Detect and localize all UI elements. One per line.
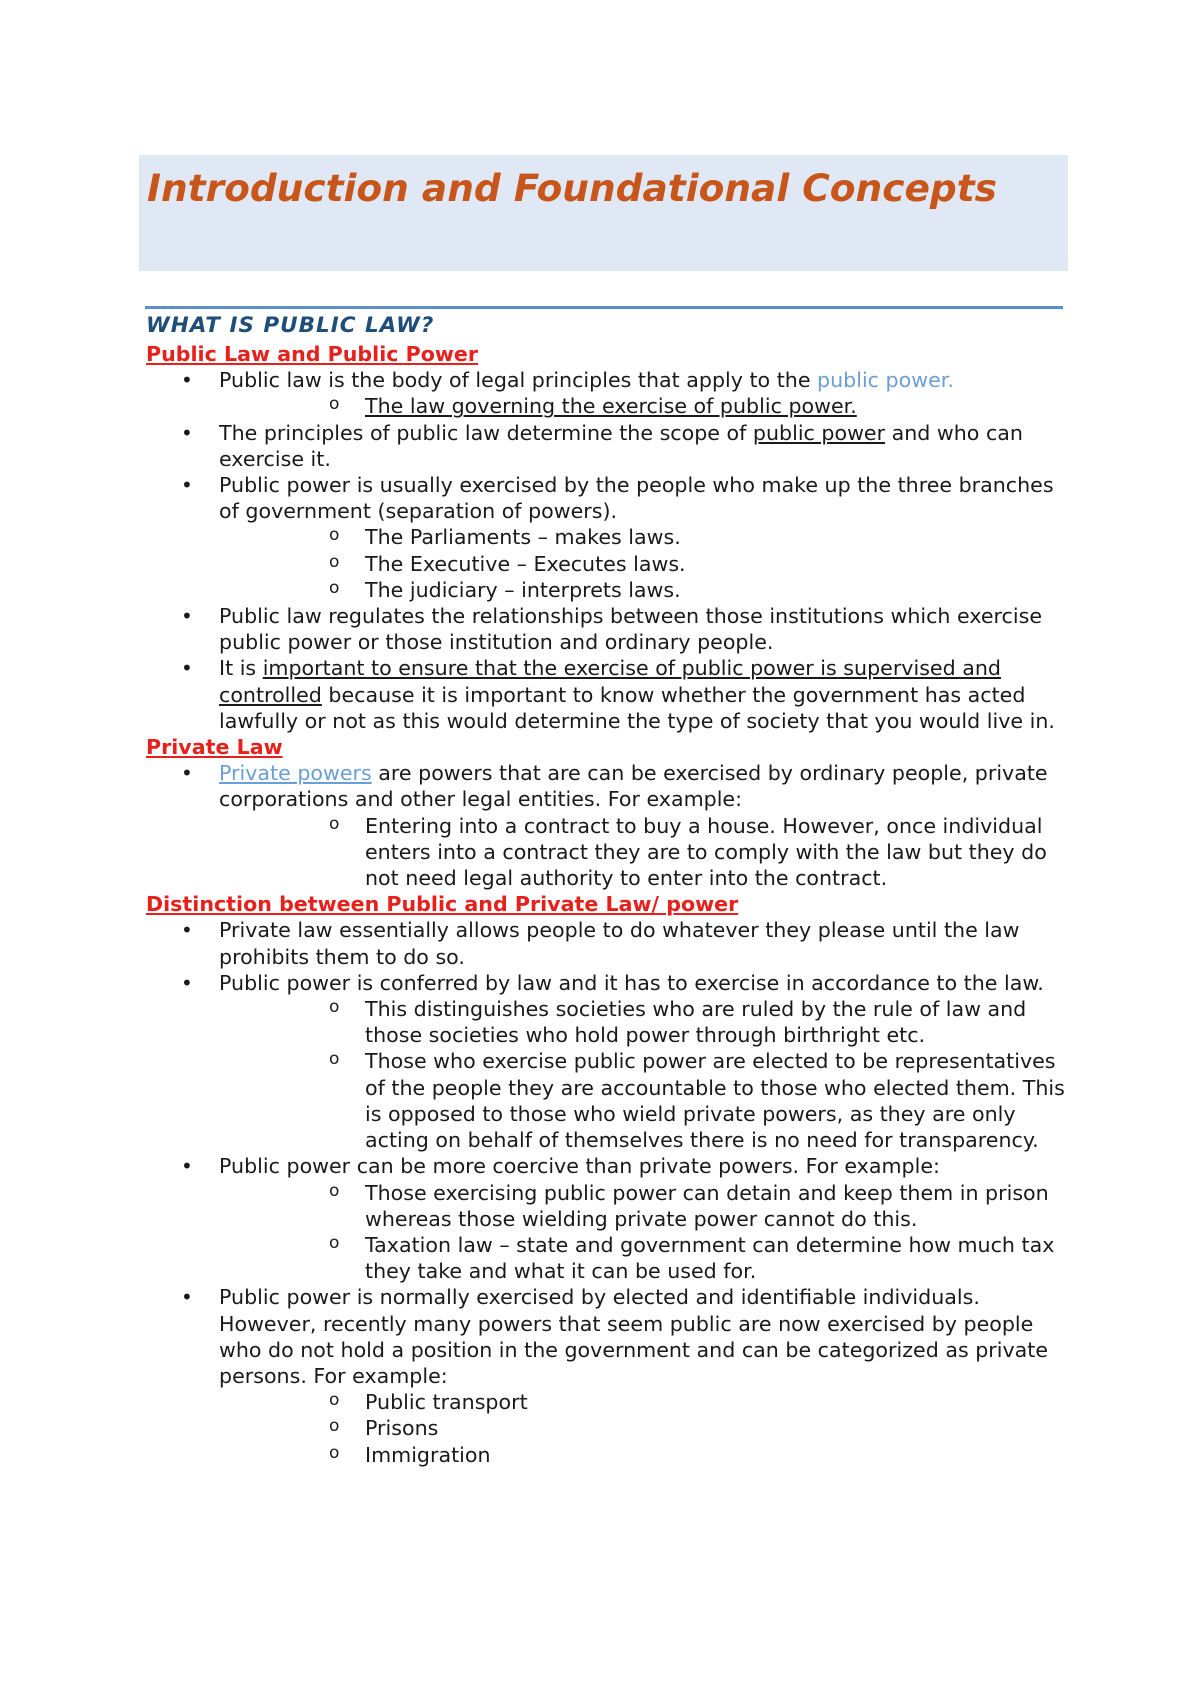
sub-list-item (219, 1048, 1076, 1153)
list-item (146, 655, 1076, 734)
sub-list-item-text: Immigration (365, 1442, 491, 1467)
document-title: Introduction and Foundational Concepts (147, 166, 997, 210)
list-item (146, 970, 1076, 1153)
list-item-text: Public power is conferred by law and it has to exercise in accordance to the law. (219, 970, 1044, 995)
sub-list-item-text: Public transport (365, 1390, 528, 1415)
list-item-text: and who can exercise it. (219, 420, 1023, 471)
sub-list (219, 996, 1076, 1153)
list-item-text: Public power can be more coercive than private powers. For example: (219, 1154, 940, 1179)
list-item (146, 917, 1076, 969)
list-item-text: Public law is the body of legal principles that apply to the (219, 368, 818, 393)
document-body (146, 311, 1076, 1468)
sub-list-item (219, 577, 1076, 603)
list-item-text: Public power is usually exercised by the people who make up the three branches of government (separation of powers). (219, 473, 1054, 524)
sub-list-item-text: This distinguishes societies who are ruled by the rule of law and those societies who hold power through birthright etc. (365, 997, 1027, 1048)
sub-list-item (219, 551, 1076, 577)
sub-list-item-text: Prisons (365, 1416, 439, 1441)
list-item (146, 1284, 1076, 1467)
list-item-text: Private law essentially allows people to do whatever they please until the law prohibits them to do so. (219, 918, 1020, 969)
list-item (146, 760, 1076, 891)
sub-list (219, 1180, 1076, 1285)
list-item-text: The principles of public law determine the scope of (219, 420, 753, 445)
sub-list-item-text: Those who exercise public power are elected to be representatives of the people they are accountable to those who elected them. This is opposed to those who wield private powers, as they are only acting on behalf of themselves there is no need for transparency. (365, 1049, 1065, 1153)
sub-list-item-text: Entering into a contract to buy a house. However, once individual enters into a contract they are to comply with the law but they do not need legal authority to enter into the contract. (365, 813, 1047, 891)
sub-list-item (219, 1180, 1076, 1232)
title-box (139, 155, 1068, 271)
sub-list-item-text: Taxation law – state and government can determine how much tax they take and what it can be used for. (365, 1232, 1055, 1284)
list-item-text: It is (219, 656, 263, 681)
list-item (146, 603, 1076, 655)
list-item (146, 367, 1076, 419)
list-item-text: because it is important to know whether the government has acted lawfully or not as this would determine the type of society that you would live in. (219, 682, 1055, 733)
list-item-text: Public law regulates the relationships between those institutions which exercise public power or those institution and ordinary people. (219, 604, 1043, 655)
private-law-list (146, 760, 1076, 891)
subheading-private-law: Private Law (146, 735, 283, 760)
sub-list (219, 1389, 1076, 1468)
list-item (146, 472, 1076, 603)
sub-list-item-text: The Parliaments – makes laws. (365, 525, 681, 550)
subheading-distinction: Distinction between Public and Private Law/ power (146, 892, 739, 917)
public-power-link[interactable]: public power. (817, 368, 954, 393)
sub-list-item (219, 1232, 1076, 1284)
underlined-text: public power (752, 420, 886, 445)
sub-list-item-text: The law governing the exercise of public power. (365, 394, 857, 419)
list-item-text: Public power is normally exercised by elected and identifiable individuals. However, recently many powers that seem public are now exercised by people who do not hold a position in the government and can be categorized as private persons. For example: (219, 1285, 1049, 1388)
list-item (146, 420, 1076, 472)
sub-list-item (219, 1442, 1076, 1468)
sub-list-item (219, 1389, 1076, 1415)
sub-list-item (219, 813, 1076, 892)
sub-list (219, 813, 1076, 892)
sub-list-item-text: Those exercising public power can detain and keep them in prison whereas those wielding private power cannot do this. (365, 1180, 1049, 1231)
sub-list (219, 524, 1076, 603)
distinction-list (146, 917, 1076, 1467)
subheading-public-law: Public Law and Public Power (146, 342, 479, 366)
sub-list-item-text: The Executive – Executes laws. (365, 551, 686, 576)
public-law-list (146, 367, 1076, 734)
sub-list-item (219, 393, 1076, 419)
sub-list-item (219, 1415, 1076, 1441)
list-item (146, 1153, 1076, 1284)
sub-list (219, 393, 1076, 419)
private-powers-link[interactable]: Private powers (219, 761, 372, 786)
sub-list-item (219, 524, 1076, 550)
heading-rule (145, 306, 1063, 309)
sub-list-item-text: The judiciary – interprets laws. (365, 577, 681, 602)
section-heading: WHAT IS PUBLIC LAW? (146, 313, 435, 338)
underlined-text: important to ensure that the exercise of public power is supervised and controlled (219, 656, 1001, 707)
sub-list-item (219, 996, 1076, 1048)
list-item-text: are powers that are can be exercised by ordinary people, private corporations and other legal entities. For example: (219, 761, 1048, 812)
